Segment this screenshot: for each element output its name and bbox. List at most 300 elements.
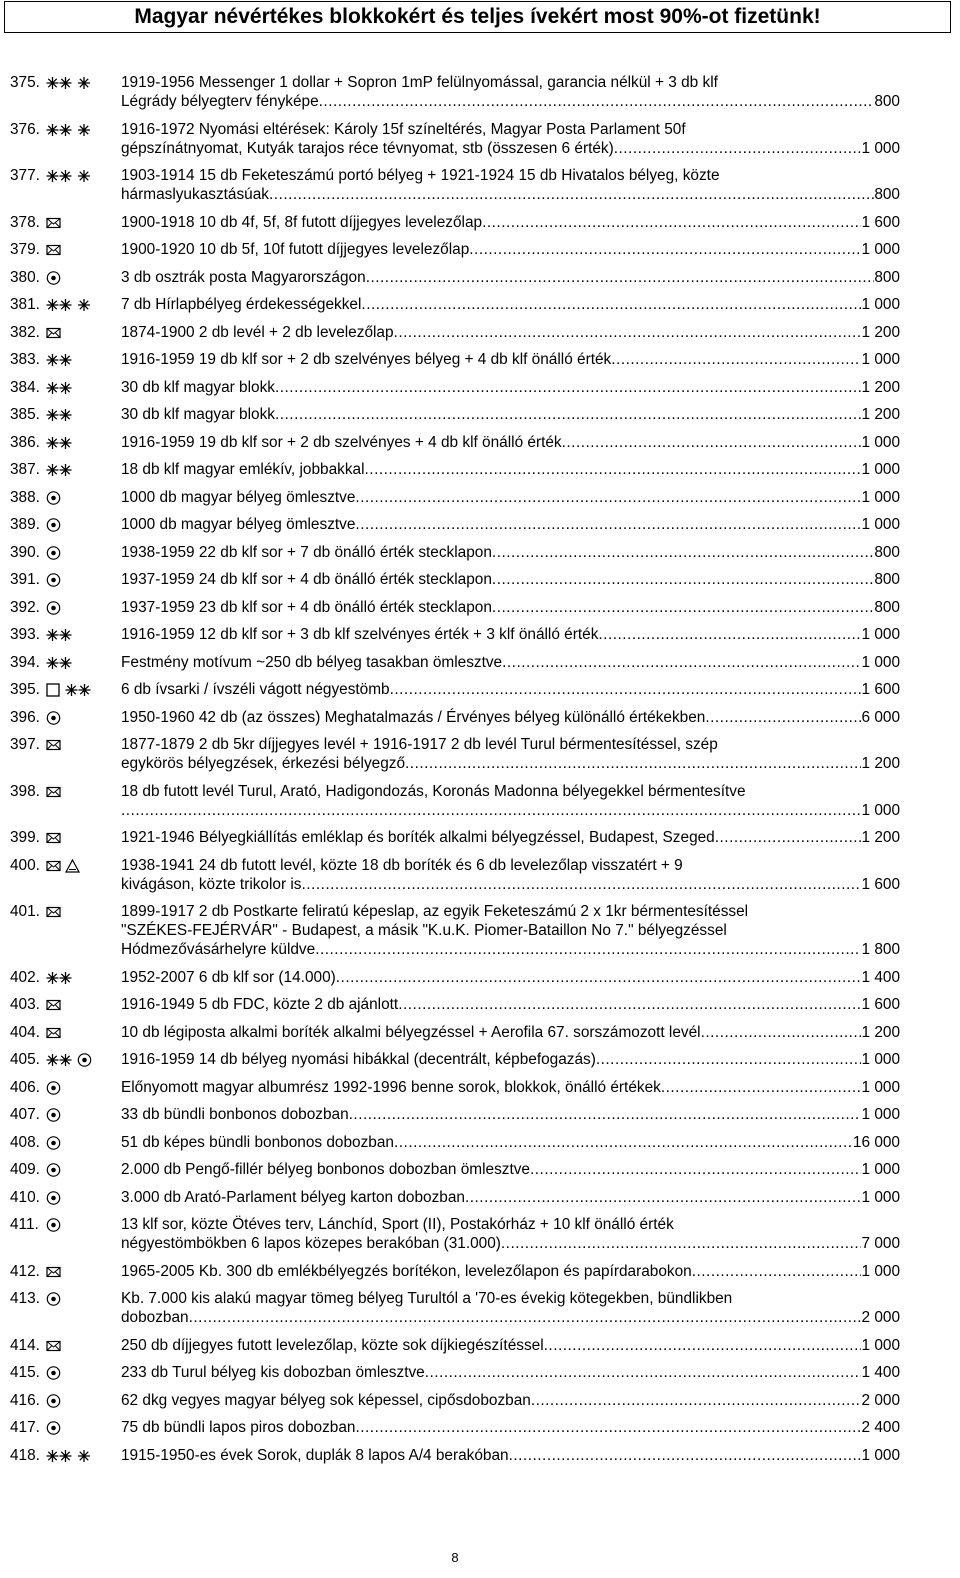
lot-condition-symbols (46, 1215, 122, 1234)
mint-never-hinged-icon (46, 628, 73, 642)
lot-condition-symbols (46, 1446, 122, 1465)
lot-price: 800 (874, 543, 900, 561)
dot-leader (661, 1078, 862, 1097)
lot-description (121, 378, 900, 397)
lot-description-line: 1937-1959 24 db klf sor + 4 db önálló érték stecklapon (121, 571, 492, 588)
lot-number: 387. (10, 461, 40, 478)
lot-price: 1 000 (861, 1336, 900, 1354)
mint-never-hinged-icon (46, 381, 73, 395)
dot-leader (598, 625, 861, 644)
lot-condition-symbols (46, 1160, 122, 1179)
lot-number: 389. (10, 516, 40, 533)
lot-entry (10, 323, 900, 342)
lot-description-last-line (121, 460, 900, 479)
lot-description (121, 653, 900, 672)
lot-number: 394. (10, 653, 40, 671)
lot-description-last-line (121, 1023, 900, 1042)
cover-envelope-icon (46, 326, 61, 340)
lot-description-line: 1950-1960 42 db (az összes) Meghatalmazás / Érvényes bélyeg különálló értékekben (121, 708, 706, 726)
lot-description-last-line (121, 1262, 900, 1281)
lot-description (121, 240, 900, 259)
lot-number: 416. (10, 1391, 40, 1409)
lot-entry (10, 350, 900, 369)
lot-condition-symbols (46, 782, 122, 801)
lot-description-last-line (121, 1078, 900, 1097)
lot-entry (10, 1215, 900, 1253)
lot-description-line: Kb. 7.000 kis alakú magyar tömeg bélyeg Turultól a '70-es évekig kötegekben, bündlikben (121, 1290, 733, 1307)
lot-entry (10, 968, 900, 987)
lot-condition-symbols (46, 995, 122, 1014)
lot-entry (10, 1160, 900, 1179)
lot-description-line: 1874-1900 2 db levél + 2 db levelezőlap (121, 323, 394, 341)
lot-number: 384. (10, 378, 40, 396)
mint-never-hinged-icon (46, 76, 73, 90)
lot-price: 1 000 (861, 801, 900, 819)
lot-description-last-line (121, 405, 900, 424)
lot-price: 1 200 (861, 323, 900, 341)
lot-price: 1 200 (861, 378, 900, 396)
lot-price: 1 000 (861, 433, 900, 451)
lot-entry (10, 1188, 900, 1207)
lot-description-line: dobozban (121, 1309, 189, 1326)
lot-description-line: 1916-1949 5 db FDC, közte 2 db ajánlott (121, 996, 399, 1013)
lot-price: 1 200 (861, 406, 900, 423)
lot-entry (10, 405, 900, 424)
lot-description-line: 6 db ívsarki / ívszéli vágott négyestömb (121, 681, 390, 698)
triangle-icon (65, 859, 80, 873)
lot-description-last-line (121, 653, 900, 672)
used-stamp-icon (46, 1191, 61, 1205)
lot-entry (10, 240, 900, 259)
lot-description-line: 1900-1918 10 db 4f, 5f, 8f futott díjjegyes levelezőlap (121, 213, 483, 231)
used-stamp-icon (77, 1053, 92, 1067)
lot-condition-symbols (46, 680, 122, 699)
dot-leader (302, 875, 862, 894)
lot-number: 410. (10, 1188, 40, 1206)
lot-entry (10, 598, 900, 617)
lot-description (121, 73, 900, 111)
lot-price: 1 000 (861, 1161, 900, 1178)
lot-price: 1 400 (861, 1364, 900, 1381)
cover-envelope-icon (46, 785, 61, 799)
lot-description-line: Előnyomott magyar albumrész 1992-1996 benne sorok, blokkok, önálló értékek (121, 1078, 661, 1096)
lot-entry (10, 543, 900, 562)
lot-description-line: Légrády bélyegterv fényképe (121, 93, 319, 110)
lot-number: 398. (10, 782, 40, 800)
mint-never-hinged-icon (46, 971, 73, 985)
lot-description-last-line (121, 268, 900, 287)
used-stamp-icon (46, 1081, 61, 1095)
lot-description (121, 782, 900, 820)
dot-leader (531, 1391, 862, 1410)
lot-description-line: 1965-2005 Kb. 300 db emlékbélyegzés borítékon, levelezőlapon és papírdarabokon (121, 1262, 692, 1280)
lot-description (121, 598, 900, 617)
lot-condition-symbols (46, 735, 122, 754)
lot-description-last-line (121, 185, 900, 204)
lot-description (121, 1336, 900, 1355)
dot-leader (501, 1234, 862, 1253)
lot-description-line: 1903-1914 15 db Feketeszámú portó bélyeg + 1921-1924 15 db Hivatalos bélyeg, közte (121, 167, 720, 184)
lot-description-last-line (121, 1308, 900, 1327)
lot-description-line: 1000 db magyar bélyeg ömlesztve (121, 516, 356, 533)
lot-entry (10, 166, 900, 204)
dot-leader (355, 515, 861, 534)
lot-price: 1 000 (861, 1051, 900, 1068)
lot-description-last-line (121, 570, 900, 589)
lot-description-line: 30 db klf magyar blokk (121, 378, 275, 396)
dot-leader (394, 323, 862, 342)
lot-description-last-line (121, 488, 900, 507)
lot-price: 1 000 (861, 241, 900, 258)
lot-price: 1 000 (861, 653, 900, 671)
dot-leader (319, 92, 875, 111)
lot-description-line: 1921-1946 Bélyegkiállítás emléklap és boríték alkalmi bélyegzéssel, Budapest, Szeged (121, 829, 715, 846)
lot-entry (10, 625, 900, 644)
lot-description-last-line (121, 1160, 900, 1179)
lot-description (121, 543, 900, 562)
lot-condition-symbols (46, 240, 122, 259)
lot-price: 800 (874, 571, 900, 588)
lot-number: 379. (10, 241, 40, 258)
dot-leader (355, 1418, 861, 1437)
dot-leader (398, 995, 861, 1014)
lot-condition-symbols (46, 1133, 122, 1152)
dot-leader (355, 488, 861, 507)
lot-price: 1 600 (861, 875, 900, 893)
lot-entry (10, 995, 900, 1014)
dot-leader (361, 295, 861, 314)
lot-description (121, 570, 900, 589)
lot-description-line: 1937-1959 23 db klf sor + 4 db önálló érték stecklapon (121, 598, 492, 616)
used-stamp-icon (46, 491, 61, 505)
lot-condition-symbols (46, 460, 122, 479)
lot-condition-symbols (46, 1105, 122, 1124)
lot-number: 406. (10, 1078, 40, 1096)
mint-never-hinged-icon (46, 436, 73, 450)
lot-entry (10, 120, 900, 158)
lot-description (121, 323, 900, 342)
used-stamp-icon (46, 1292, 61, 1306)
lot-number: 408. (10, 1133, 40, 1151)
lot-description-line: gépszínátnyomat, Kutyák tarajos réce tévnyomat, stb (összesen 6 érték) (121, 139, 614, 157)
lot-description (121, 515, 900, 534)
lot-description-last-line (121, 1050, 900, 1069)
lot-description-last-line (121, 240, 900, 259)
lot-description-line: 1919-1956 Messenger 1 dollar + Sopron 1mP felülnyomással, garancia nélkül + 3 db klf (121, 74, 718, 91)
lot-description-last-line (121, 1188, 900, 1207)
lot-number: 401. (10, 903, 40, 920)
used-stamp-icon (46, 1394, 61, 1408)
lot-description-line: egykörös bélyegzések, érkezési bélyegző (121, 755, 406, 772)
lot-description-line: 10 db légiposta alkalmi boríték alkalmi bélyegzéssel + Aerofila 67. sorszámozott levél (121, 1023, 701, 1041)
lot-number: 391. (10, 571, 40, 588)
lot-description (121, 120, 900, 158)
lot-description-line: 1915-1950-es évek Sorok, duplák 8 lapos A/4 berakóban (121, 1446, 509, 1464)
dot-leader (425, 1363, 862, 1382)
lot-condition-symbols (46, 1418, 122, 1437)
lot-price: 2 000 (861, 1391, 900, 1409)
used-stamp-icon (46, 1136, 61, 1150)
lot-condition-symbols (46, 1078, 122, 1097)
dot-leader (502, 653, 861, 672)
lot-description-last-line (121, 708, 900, 727)
lot-price: 16 000 (852, 1133, 900, 1151)
lot-condition-symbols (46, 488, 122, 507)
lot-description-line: 18 db futott levél Turul, Arató, Hadigondozás, Koronás Madonna bélyegekkel bérmentesítve (121, 782, 746, 800)
cover-envelope-icon (46, 1026, 61, 1040)
lot-price: 1 000 (861, 1078, 900, 1096)
cover-envelope-icon (46, 243, 61, 257)
lot-description-line: 3 db osztrák posta Magyarországon (121, 268, 366, 286)
lot-price: 1 000 (861, 1262, 900, 1280)
lot-condition-symbols (46, 902, 122, 921)
lot-entry (10, 1262, 900, 1281)
lot-price: 1 000 (861, 1188, 900, 1206)
lot-price: 1 000 (861, 1106, 900, 1123)
lot-description-last-line (121, 1418, 900, 1437)
lot-condition-symbols (46, 570, 122, 589)
lot-condition-symbols (46, 1391, 122, 1410)
lot-number: 405. (10, 1051, 40, 1068)
lot-description-last-line (121, 1105, 900, 1124)
mint-never-hinged-icon (46, 463, 73, 477)
lot-number: 417. (10, 1419, 40, 1436)
lot-description-line: 1900-1920 10 db 5f, 10f futott díjjegyes levelezőlap (121, 241, 470, 258)
lot-condition-symbols (46, 295, 122, 314)
lot-price: 1 000 (861, 626, 900, 643)
lot-description-line: 1916-1959 12 db klf sor + 3 db klf szelvényes érték + 3 klf önálló érték (121, 626, 599, 643)
lot-number: 414. (10, 1336, 40, 1354)
lot-number: 409. (10, 1161, 40, 1178)
used-stamp-icon (46, 601, 61, 615)
dot-leader (482, 213, 861, 232)
lot-condition-symbols (46, 625, 122, 644)
lot-condition-symbols (46, 268, 122, 287)
mint-never-hinged-icon (46, 123, 73, 137)
dot-leader (275, 405, 862, 424)
lot-description (121, 1023, 900, 1042)
lot-description-line: Festmény motívum ~250 db bélyeg tasakban ömlesztve (121, 653, 503, 671)
dot-leader (596, 1050, 862, 1069)
dot-leader (465, 1188, 862, 1207)
lot-condition-symbols (46, 828, 122, 847)
lot-price: 1 000 (861, 461, 900, 478)
lot-description-last-line (121, 680, 900, 699)
lot-description-line: 250 db díjjegyes futott levelezőlap, közte sok díjkiegészítéssel (121, 1336, 544, 1354)
lot-condition-symbols (46, 1289, 122, 1308)
lot-condition-symbols (46, 323, 122, 342)
cover-envelope-icon (46, 1265, 61, 1279)
lot-condition-symbols (46, 1188, 122, 1207)
lot-description (121, 1363, 900, 1382)
lot-description (121, 828, 900, 847)
used-stamp-icon (46, 271, 61, 285)
lot-description-last-line (121, 828, 900, 847)
lot-number: 402. (10, 968, 40, 986)
lot-description-last-line (121, 350, 900, 369)
imperforate-block-icon (46, 683, 61, 697)
lot-number: 407. (10, 1106, 40, 1123)
used-stamp-icon (46, 573, 61, 587)
lot-description (121, 1188, 900, 1207)
lot-number: 380. (10, 268, 40, 286)
lot-description-last-line (121, 515, 900, 534)
dot-leader (492, 570, 874, 589)
lot-entry (10, 515, 900, 534)
cover-envelope-icon (46, 738, 61, 752)
lot-description (121, 460, 900, 479)
lot-entry (10, 570, 900, 589)
lot-description-line: 1916-1959 19 db klf sor + 2 db szelvényes + 4 db klf önálló érték (121, 433, 562, 451)
lot-description-last-line (121, 1133, 900, 1152)
used-stamp-icon (46, 1421, 61, 1435)
lot-number: 396. (10, 708, 40, 726)
lot-condition-symbols (46, 120, 122, 139)
dot-leader (492, 543, 874, 562)
lot-price: 1 000 (861, 1446, 900, 1464)
lot-description-line: 13 klf sor, közte Ötéves terv, Lánchíd, Sport (II), Postakórház + 10 klf önálló érték (121, 1216, 674, 1233)
lot-condition-symbols (46, 213, 122, 232)
lot-price: 800 (874, 93, 900, 110)
lot-description-line: 1916-1959 19 db klf sor + 2 db szelvényes bélyeg + 4 db klf önálló érték (121, 351, 612, 368)
lot-description-last-line (121, 543, 900, 562)
lot-entry (10, 1050, 900, 1069)
lot-entry (10, 708, 900, 727)
dot-leader (614, 139, 862, 158)
lot-entry (10, 653, 900, 672)
lot-number: 376. (10, 120, 40, 138)
dot-leader (492, 598, 874, 617)
lot-description-line: 33 db bündli bonbonos dobozban (121, 1106, 349, 1123)
lot-description (121, 405, 900, 424)
mint-never-hinged-icon (46, 1449, 73, 1463)
lot-number: 413. (10, 1290, 40, 1307)
lot-entry (10, 1363, 900, 1382)
lot-number: 385. (10, 406, 40, 423)
lot-description-line: 62 dkg vegyes magyar bélyeg sok képessel, cipősdobozban (121, 1391, 531, 1409)
lot-description-last-line (121, 1446, 900, 1465)
lot-description-last-line (121, 92, 900, 111)
lot-description (121, 856, 900, 894)
dot-leader (349, 1105, 862, 1124)
mint-hinged-icon (77, 123, 91, 137)
lot-entry (10, 680, 900, 699)
lot-entry (10, 1336, 900, 1355)
dot-leader (336, 968, 862, 987)
dot-leader (611, 350, 861, 369)
lot-description-last-line (121, 139, 900, 158)
lot-description-line: 1916-1959 14 db bélyeg nyomási hibákkal (decentrált, képbefogazás) (121, 1051, 596, 1068)
used-stamp-icon (46, 518, 61, 532)
lot-entry (10, 1391, 900, 1410)
lot-description (121, 708, 900, 727)
cover-envelope-icon (46, 216, 61, 230)
lot-condition-symbols (46, 1363, 122, 1382)
lot-number: 411. (10, 1216, 39, 1233)
lot-description-line: 1938-1941 24 db futott levél, közte 18 db boríték és 6 db levelezőlap visszatért + 9 (121, 856, 683, 874)
used-stamp-icon (46, 711, 61, 725)
lot-condition-symbols (46, 856, 122, 875)
lot-condition-symbols (46, 378, 122, 397)
dot-leader (562, 433, 862, 452)
lot-description-last-line (121, 378, 900, 397)
lot-number: 390. (10, 543, 40, 561)
lot-price: 1 000 (861, 296, 900, 313)
lot-number: 393. (10, 626, 40, 643)
lot-number: 378. (10, 213, 40, 231)
used-stamp-icon (46, 1218, 61, 1232)
lot-price: 800 (874, 186, 900, 203)
lot-number: 386. (10, 433, 40, 451)
dot-leader (269, 185, 874, 204)
lot-description (121, 1289, 900, 1327)
dot-leader (715, 828, 862, 847)
dot-leader (705, 708, 861, 727)
lot-entry (10, 1105, 900, 1124)
lot-description-line: 1000 db magyar bélyeg ömlesztve (121, 488, 356, 506)
lot-entry (10, 73, 900, 111)
lot-number: 418. (10, 1446, 40, 1464)
lot-description (121, 680, 900, 699)
lot-number: 395. (10, 681, 40, 698)
lot-description (121, 1105, 900, 1124)
lot-description-last-line (121, 1391, 900, 1410)
lot-description-last-line (121, 1234, 900, 1253)
lot-entry (10, 828, 900, 847)
dot-leader (405, 754, 861, 773)
lot-entry (10, 902, 900, 959)
lot-condition-symbols (46, 1262, 122, 1281)
lot-description-line: 1916-1972 Nyomási eltérések: Károly 15f színeltérés, Magyar Posta Parlament 50f (121, 120, 686, 138)
lot-entry (10, 433, 900, 452)
lot-number: 412. (10, 1262, 40, 1280)
lot-price: 2 000 (861, 1309, 900, 1326)
page-banner: Magyar névértékes blokkokért és teljes ívekért most 90%-ot fizetünk! (4, 1, 951, 33)
lot-condition-symbols (46, 73, 122, 92)
used-stamp-icon (46, 1108, 61, 1122)
lot-price: 1 200 (861, 755, 900, 772)
lot-number: 381. (10, 296, 40, 313)
lot-price: 1 000 (861, 516, 900, 533)
lot-number: 375. (10, 74, 40, 91)
lot-condition-symbols (46, 708, 122, 727)
mint-never-hinged-icon (46, 408, 73, 422)
dot-leader (692, 1262, 862, 1281)
lot-number: 388. (10, 488, 40, 506)
lot-number: 404. (10, 1023, 40, 1041)
mint-never-hinged-icon (46, 656, 73, 670)
lot-price: 1 000 (861, 139, 900, 157)
lot-description-last-line (121, 295, 900, 314)
dot-leader (365, 460, 862, 479)
lot-description-line: 233 db Turul bélyeg kis dobozban ömlesztve (121, 1364, 425, 1381)
lot-description (121, 995, 900, 1014)
lot-price: 1 000 (861, 488, 900, 506)
lot-price: 800 (874, 598, 900, 616)
lot-description (121, 1391, 900, 1410)
lot-description-line: 2.000 db Pengő-fillér bélyeg bonbonos dobozban ömlesztve (121, 1161, 530, 1178)
mint-hinged-icon (77, 76, 91, 90)
lot-entry (10, 213, 900, 232)
cover-envelope-icon (46, 905, 61, 919)
lot-description-last-line (121, 995, 900, 1014)
lot-condition-symbols (46, 1023, 122, 1042)
lot-description-last-line (121, 875, 900, 894)
lot-description-last-line (121, 625, 900, 644)
mint-never-hinged-icon (46, 298, 73, 312)
lot-price: 1 800 (861, 941, 900, 958)
lot-price: 7 000 (861, 1235, 900, 1252)
